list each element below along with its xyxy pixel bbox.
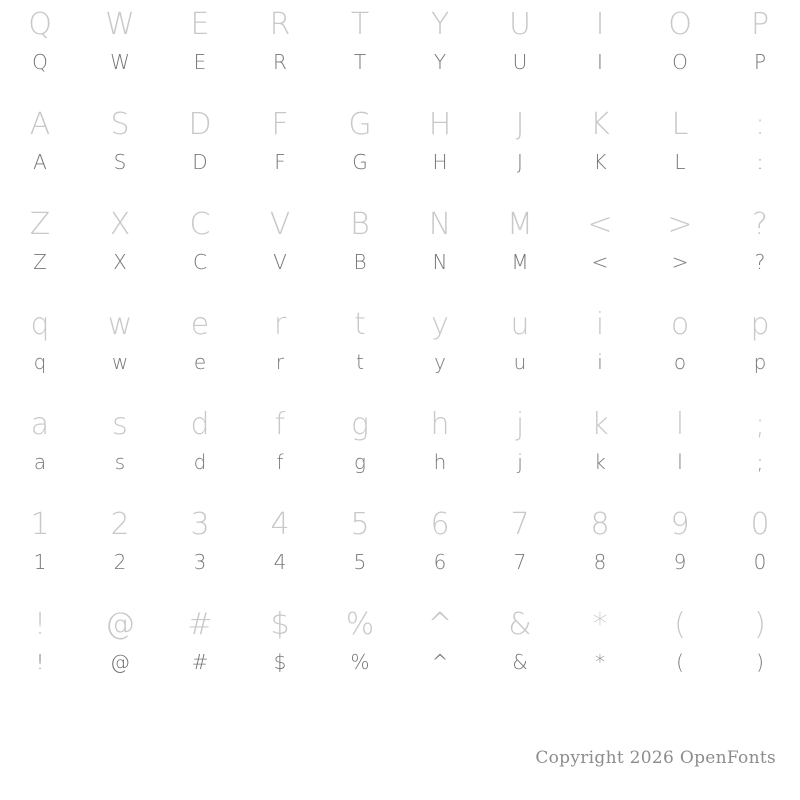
glyph-large: * — [592, 607, 608, 642]
glyph-large: 9 — [670, 507, 690, 542]
glyph-small: j — [517, 450, 523, 474]
glyph-cell — [0, 600, 80, 700]
glyph-large: I — [595, 7, 605, 42]
glyph-large: j — [515, 407, 525, 442]
glyph-cell — [400, 200, 480, 300]
glyph-large: p — [750, 307, 770, 342]
glyph-cell — [720, 200, 800, 300]
glyph-cell — [720, 400, 800, 500]
glyph-large: ; — [754, 407, 766, 442]
glyph-cell — [320, 300, 400, 400]
glyph-large: K — [590, 107, 610, 142]
glyph-large: J — [515, 107, 525, 142]
glyph-large: G — [348, 107, 372, 142]
row-symbols — [0, 600, 800, 700]
glyph-cell — [320, 200, 400, 300]
glyph-large: X — [109, 207, 131, 242]
glyph-small: < — [591, 250, 609, 274]
glyph-large: : — [754, 107, 766, 142]
glyph-cell — [240, 100, 320, 200]
glyph-cell — [640, 400, 720, 500]
glyph-small: W — [110, 50, 130, 74]
glyph-small: ( — [676, 650, 684, 674]
glyph-small: K — [593, 150, 607, 174]
glyph-small: 6 — [433, 550, 447, 574]
glyph-small: @ — [110, 650, 130, 674]
glyph-small: D — [192, 150, 208, 174]
glyph-large: T — [350, 7, 370, 42]
glyph-large: H — [428, 107, 452, 142]
glyph-large: $ — [270, 607, 290, 642]
glyph-cell — [400, 100, 480, 200]
glyph-cell — [0, 200, 80, 300]
glyph-cell — [480, 200, 560, 300]
glyph-small: h — [433, 450, 447, 474]
glyph-large: S — [110, 107, 130, 142]
glyph-small: T — [353, 50, 367, 74]
glyph-cell — [720, 100, 800, 200]
glyph-small: l — [677, 450, 683, 474]
glyph-cell — [560, 300, 640, 400]
glyph-large: f — [274, 407, 286, 442]
glyph-small: y — [434, 350, 446, 374]
glyph-large: u — [510, 307, 530, 342]
glyph-small: 0 — [753, 550, 767, 574]
glyph-small: ) — [756, 650, 764, 674]
glyph-small: V — [273, 250, 287, 274]
glyph-large: s — [112, 407, 128, 442]
glyph-cell — [80, 0, 160, 100]
glyph-small: S — [113, 150, 127, 174]
glyph-large: ^ — [427, 607, 453, 642]
glyph-cell — [400, 0, 480, 100]
glyph-cell — [240, 0, 320, 100]
glyph-cell — [160, 200, 240, 300]
glyph-small: 3 — [193, 550, 207, 574]
glyph-large: V — [269, 207, 291, 242]
glyph-large: ! — [33, 607, 47, 642]
glyph-small: 9 — [673, 550, 687, 574]
glyph-large: 8 — [590, 507, 610, 542]
glyph-small: * — [595, 650, 605, 674]
glyph-cell — [720, 0, 800, 100]
glyph-large: h — [430, 407, 450, 442]
glyph-small: Y — [433, 50, 447, 74]
glyph-small: s — [114, 450, 126, 474]
glyph-cell — [320, 400, 400, 500]
glyph-cell — [640, 200, 720, 300]
glyph-small: e — [193, 350, 207, 374]
glyph-large: g — [350, 407, 369, 442]
glyph-small: 4 — [273, 550, 287, 574]
glyph-small: 8 — [593, 550, 607, 574]
glyph-small: g — [353, 450, 366, 474]
glyph-large: 5 — [350, 507, 370, 542]
glyph-cell — [480, 100, 560, 200]
glyph-large: 3 — [190, 507, 210, 542]
glyph-large: 1 — [30, 507, 50, 542]
glyph-small: w — [111, 350, 129, 374]
glyph-cell — [80, 200, 160, 300]
glyph-large: o — [670, 307, 690, 342]
glyph-cell — [480, 0, 560, 100]
glyph-large: a — [30, 407, 50, 442]
glyph-small: I — [597, 50, 603, 74]
glyph-cell — [640, 500, 720, 600]
glyph-small: J — [517, 150, 523, 174]
glyph-large: L — [671, 107, 689, 142]
copyright-notice: Copyright 2026 OpenFonts — [535, 748, 776, 768]
glyph-large: D — [188, 107, 212, 142]
glyph-cell — [160, 600, 240, 700]
glyph-cell — [320, 0, 400, 100]
glyph-small: P — [753, 50, 767, 74]
glyph-large: 0 — [750, 507, 770, 542]
glyph-large: y — [431, 307, 449, 342]
glyph-large: E — [190, 7, 210, 42]
glyph-large: 4 — [270, 507, 290, 542]
glyph-large: < — [587, 207, 613, 242]
glyph-small: k — [594, 450, 606, 474]
glyph-cell — [0, 0, 80, 100]
glyph-large: ( — [674, 607, 686, 642]
glyph-cell — [320, 500, 400, 600]
glyph-large: q — [30, 307, 50, 342]
glyph-cell — [160, 400, 240, 500]
glyph-cell — [640, 300, 720, 400]
glyph-cell — [80, 400, 160, 500]
glyph-large: F — [271, 107, 289, 142]
glyph-small: i — [597, 350, 603, 374]
glyph-cell — [160, 0, 240, 100]
glyph-small: o — [673, 350, 687, 374]
glyph-large: Y — [430, 7, 450, 42]
glyph-cell — [240, 600, 320, 700]
glyph-small: Z — [33, 250, 47, 274]
glyph-cell — [480, 400, 560, 500]
glyph-large: ) — [754, 607, 766, 642]
glyph-cell — [560, 100, 640, 200]
glyph-cell — [0, 100, 80, 200]
glyph-small: R — [273, 50, 287, 74]
glyph-small: H — [432, 150, 448, 174]
glyph-small: & — [512, 650, 528, 674]
glyph-large: M — [507, 207, 533, 242]
glyph-small: $ — [273, 650, 287, 674]
glyph-cell — [560, 600, 640, 700]
glyph-cell — [720, 600, 800, 700]
glyph-cell — [240, 400, 320, 500]
glyph-cell — [0, 300, 80, 400]
glyph-cell — [480, 500, 560, 600]
glyph-small: r — [275, 350, 285, 374]
glyph-small: ; — [756, 450, 764, 474]
glyph-small: O — [672, 50, 688, 74]
glyph-small: A — [33, 150, 47, 174]
glyph-large: P — [750, 7, 770, 42]
glyph-large: R — [269, 7, 291, 42]
glyph-large: ? — [752, 207, 768, 242]
glyph-small: Q — [32, 50, 48, 74]
glyph-cell — [80, 100, 160, 200]
glyph-large: & — [508, 607, 532, 642]
glyph-cell — [720, 500, 800, 600]
glyph-large: B — [350, 207, 370, 242]
glyph-cell — [320, 100, 400, 200]
glyph-small: 1 — [33, 550, 47, 574]
glyph-small: 2 — [113, 550, 127, 574]
glyph-small: ? — [754, 250, 766, 274]
glyph-small: > — [671, 250, 689, 274]
glyph-small: u — [513, 350, 527, 374]
glyph-large: r — [273, 307, 287, 342]
glyph-small: E — [193, 50, 207, 74]
glyph-cell — [240, 300, 320, 400]
glyph-small: M — [511, 250, 529, 274]
row-asdfghjkl-lower — [0, 400, 800, 500]
glyph-large: k — [591, 407, 609, 442]
row-qwertyuiop-upper — [0, 0, 800, 100]
glyph-cell — [640, 600, 720, 700]
glyph-large: w — [107, 307, 133, 342]
glyph-large: # — [187, 607, 213, 642]
glyph-large: l — [675, 407, 685, 442]
glyph-large: i — [595, 307, 605, 342]
glyph-cell — [640, 0, 720, 100]
glyph-small: 7 — [513, 550, 527, 574]
glyph-small: d — [193, 450, 207, 474]
glyph-cell — [160, 100, 240, 200]
glyph-cell — [320, 600, 400, 700]
glyph-small: X — [113, 250, 127, 274]
glyph-cell — [560, 400, 640, 500]
glyph-large: C — [189, 207, 211, 242]
glyph-cell — [160, 300, 240, 400]
glyph-large: W — [105, 7, 135, 42]
glyph-large: e — [190, 307, 210, 342]
glyph-large: 2 — [110, 507, 130, 542]
row-digits — [0, 500, 800, 600]
glyph-large: @ — [105, 607, 135, 642]
glyph-cell — [80, 500, 160, 600]
glyph-cell — [400, 600, 480, 700]
glyph-cell — [240, 200, 320, 300]
glyph-small: ! — [35, 650, 45, 674]
glyph-small: q — [33, 350, 47, 374]
glyph-small: C — [193, 250, 207, 274]
glyph-large: A — [29, 107, 51, 142]
glyph-large: Q — [28, 7, 52, 42]
glyph-large: d — [190, 407, 210, 442]
glyph-large: Z — [29, 207, 51, 242]
glyph-cell — [480, 600, 560, 700]
glyph-large: % — [345, 607, 375, 642]
glyph-small: B — [353, 250, 367, 274]
glyph-cell — [400, 300, 480, 400]
glyph-small: a — [33, 450, 47, 474]
glyph-cell — [560, 0, 640, 100]
glyph-cell — [720, 300, 800, 400]
row-asdfghjkl-upper — [0, 100, 800, 200]
glyph-cell — [0, 500, 80, 600]
glyph-cell — [640, 100, 720, 200]
glyph-large: U — [509, 7, 531, 42]
row-qwertyuiop-lower — [0, 300, 800, 400]
glyph-small: : — [756, 150, 764, 174]
glyph-cell — [160, 500, 240, 600]
glyph-small: L — [674, 150, 686, 174]
glyph-cell — [240, 500, 320, 600]
row-zxcvbnm-upper — [0, 200, 800, 300]
glyph-small: G — [352, 150, 368, 174]
glyph-small: F — [274, 150, 286, 174]
glyph-cell — [80, 600, 160, 700]
glyph-cell — [400, 500, 480, 600]
glyph-small: U — [512, 50, 528, 74]
glyph-small: % — [350, 650, 370, 674]
glyph-cell — [480, 300, 560, 400]
glyph-cell — [0, 400, 80, 500]
glyph-cell — [560, 200, 640, 300]
glyph-large: 6 — [430, 507, 450, 542]
glyph-large: N — [428, 207, 452, 242]
glyph-large: O — [668, 7, 692, 42]
glyph-small: N — [432, 250, 448, 274]
glyph-cell — [400, 400, 480, 500]
glyph-small: 5 — [353, 550, 367, 574]
glyph-large: t — [354, 307, 366, 342]
glyph-large: > — [667, 207, 693, 242]
glyph-cell — [80, 300, 160, 400]
glyph-small: t — [356, 350, 364, 374]
glyph-small: ^ — [431, 650, 449, 674]
glyph-small: # — [191, 650, 209, 674]
glyph-large: 7 — [510, 507, 530, 542]
glyph-small: f — [276, 450, 284, 474]
glyph-cell — [560, 500, 640, 600]
glyph-small: p — [753, 350, 767, 374]
